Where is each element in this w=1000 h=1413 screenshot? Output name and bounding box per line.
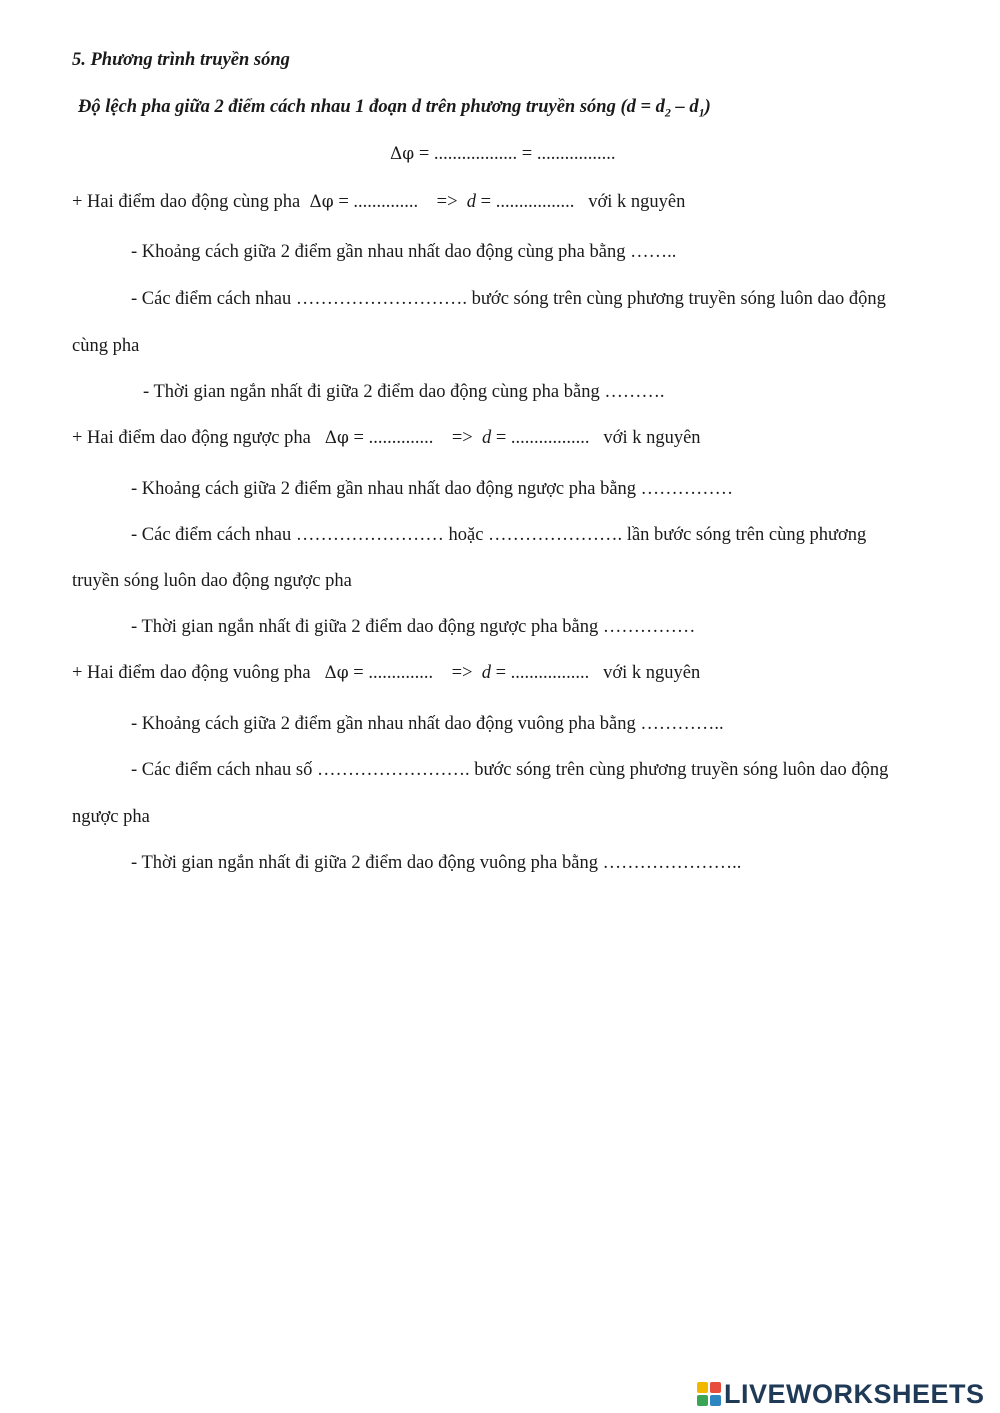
cung-pha-lead: + Hai điểm dao động cùng pha xyxy=(72,192,301,212)
vuong-pha-bullet-1: - Khoảng cách giữa 2 điểm gần nhau nhất dao động vuông pha bằng ………….. xyxy=(131,714,724,734)
cung-pha-bullet-1: - Khoảng cách giữa 2 điểm gần nhau nhất dao động cùng pha bằng …….. xyxy=(131,242,677,262)
subtitle xyxy=(78,95,711,125)
cung-pha-bullet-2-cont: cùng pha xyxy=(72,336,140,356)
logo-square xyxy=(710,1382,721,1393)
subtitle-sub1: 2 xyxy=(664,105,671,120)
arrow: => xyxy=(451,428,473,448)
subtitle-dash: – d xyxy=(670,97,699,117)
arrow: => xyxy=(436,192,458,212)
formula-eq-2: = xyxy=(517,144,537,164)
logo-square xyxy=(697,1395,708,1406)
cung-pha-bullet-2: - Các điểm cách nhau ………………………. bước sóng trên cùng phương truyền sóng luôn dao động xyxy=(131,289,886,309)
liveworksheets-logo[interactable] xyxy=(697,1379,985,1409)
nguoc-pha-bullet-2-cont: truyền sóng luôn dao động ngược pha xyxy=(72,571,352,591)
logo-text: LIVEWORKSHEETS xyxy=(724,1378,985,1409)
eq-sign: = xyxy=(491,428,511,448)
eq-sign: = xyxy=(348,663,369,683)
vuong-pha-bullet-2: - Các điểm cách nhau số ……………………. bước sóng trên cùng phương truyền sóng luôn dao động xyxy=(131,760,889,780)
nguoc-pha-delta-blank[interactable]: .............. xyxy=(368,428,434,448)
delta-phi: Δφ xyxy=(309,192,334,212)
formula-blank-1[interactable]: .................. xyxy=(433,144,518,164)
cung-pha-d-blank[interactable]: ................. xyxy=(495,192,575,212)
nguoc-pha-bullet-3: - Thời gian ngắn nhất đi giữa 2 điểm dao động ngược pha bằng …………… xyxy=(131,617,696,637)
nguoc-pha-header xyxy=(72,426,701,450)
arrow: => xyxy=(451,663,473,683)
logo-mark-icon xyxy=(697,1382,721,1406)
eq-sign: = xyxy=(348,428,369,448)
subtitle-text: Độ lệch pha giữa 2 điểm cách nhau 1 đoạn d trên phương truyền sóng (d = d xyxy=(78,97,665,117)
cung-pha-delta-blank[interactable]: .............. xyxy=(353,192,419,212)
nguoc-pha-d-blank[interactable]: ................. xyxy=(510,428,590,448)
eq-sign: = xyxy=(333,192,354,212)
vuong-pha-bullet-2-cont: ngược pha xyxy=(72,807,150,827)
d-symbol: d xyxy=(481,663,491,683)
cung-pha-header xyxy=(72,190,685,214)
d-symbol: d xyxy=(481,428,492,448)
vuong-pha-d-blank[interactable]: ................. xyxy=(510,663,590,683)
delta-phi: Δφ xyxy=(324,428,349,448)
nguoc-pha-bullet-2: - Các điểm cách nhau …………………… hoặc …………………. lần bước sóng trên cùng phương xyxy=(131,525,867,545)
section-title: 5. Phương trình truyền sóng xyxy=(72,50,290,70)
vuong-pha-bullet-3: - Thời gian ngắn nhất đi giữa 2 điểm dao động vuông pha bằng ………………….. xyxy=(131,853,742,873)
subtitle-sub2: 1 xyxy=(698,105,705,120)
phase-formula xyxy=(390,142,615,166)
delta-phi: Δφ xyxy=(390,144,415,164)
vuong-pha-header xyxy=(72,661,700,685)
formula-eq-1: = xyxy=(414,144,434,164)
cung-pha-tail: với k nguyên xyxy=(588,192,686,212)
subtitle-close: ) xyxy=(704,97,711,117)
vuong-pha-delta-blank[interactable]: .............. xyxy=(368,663,434,683)
logo-square xyxy=(710,1395,721,1406)
eq-sign: = xyxy=(490,663,511,683)
cung-pha-bullet-3: - Thời gian ngắn nhất đi giữa 2 điểm dao động cùng pha bằng ………. xyxy=(143,382,665,402)
formula-blank-2[interactable]: ................. xyxy=(536,144,616,164)
vuong-pha-lead: + Hai điểm dao động vuông pha xyxy=(72,663,311,683)
eq-sign: = xyxy=(476,192,496,212)
nguoc-pha-bullet-1: - Khoảng cách giữa 2 điểm gần nhau nhất dao động ngược pha bằng …………… xyxy=(131,479,734,499)
vuong-pha-tail: với k nguyên xyxy=(603,663,701,683)
nguoc-pha-lead: + Hai điểm dao động ngược pha xyxy=(72,428,311,448)
delta-phi: Δφ xyxy=(324,663,349,683)
nguoc-pha-tail: với k nguyên xyxy=(603,428,701,448)
d-symbol: d xyxy=(466,192,477,212)
logo-square xyxy=(697,1382,708,1393)
